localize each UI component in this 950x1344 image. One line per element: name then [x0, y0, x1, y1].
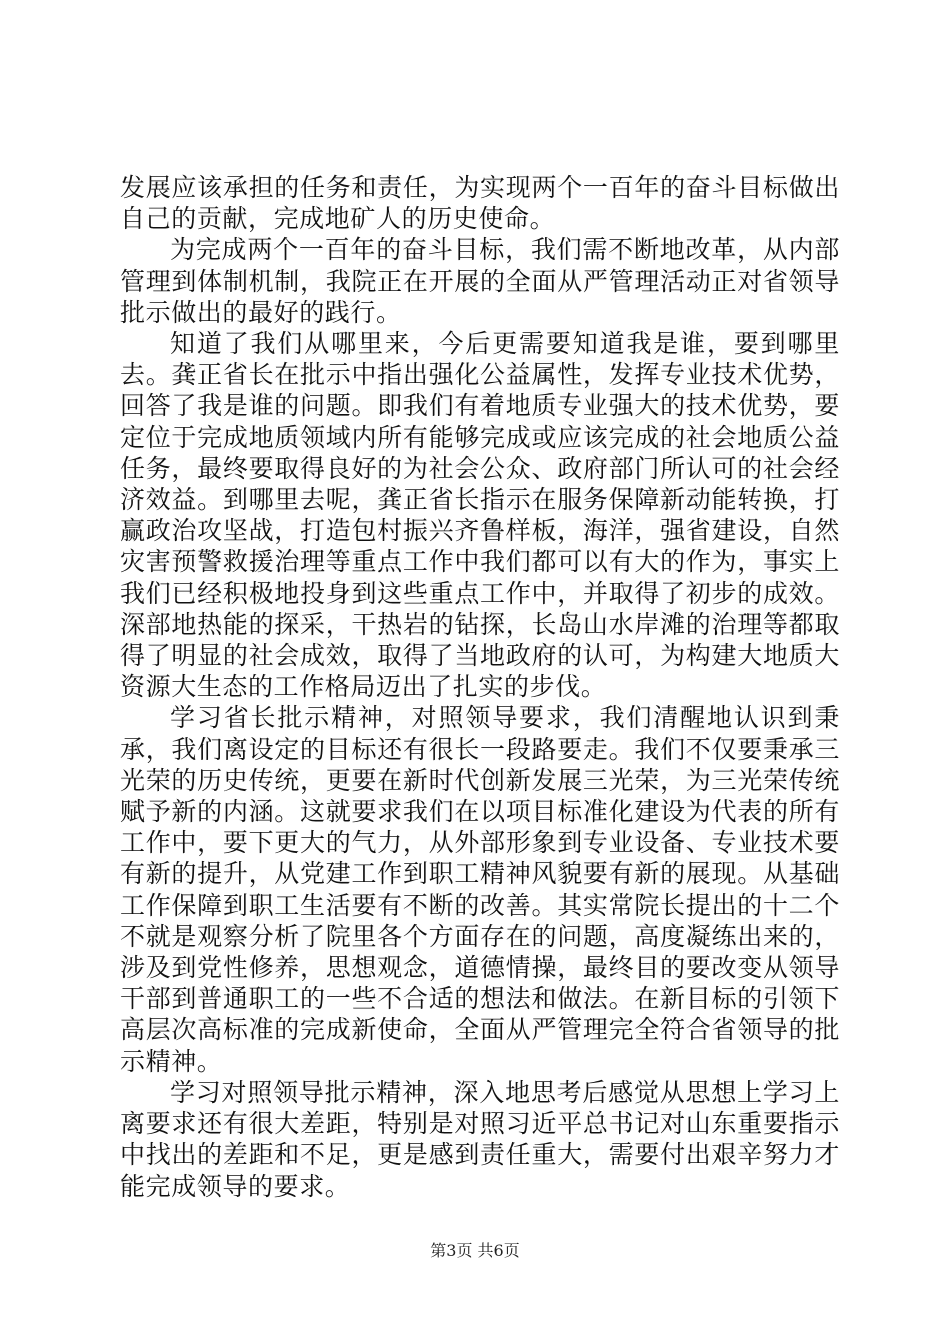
paragraph: 学习省长批示精神，对照领导要求，我们清醒地认识到秉承，我们离设定的目标还有很长一段路要走。我们不仅要秉承三光荣的历史传统，更要在新时代创新发展三光荣，为三光荣传统赋予新的内涵。这就要求我们在以项目标准化建设为代表的所有工作中，要下更大的气力，从外部形象到专业设备、专业技术要有新的提升，从党建工作到职工精神风貌要有新的展现。从基础工作保障到职工生活要有不断的改善。其实常院长提出的十二个不就是观察分析了院里各个方面存在的问题，高度凝练出来的，涉及到党性修养，思想观念，道德情操，最终目的要改变从领导干部到普通职工的一些不合适的想法和做法。在新目标的引领下高层次高标准的完成新使命，全面从严管理完全符合省领导的批示精神。 [120, 703, 840, 1076]
paragraph: 知道了我们从哪里来，今后更需要知道我是谁，要到哪里去。龚正省长在批示中指出强化公益属性，发挥专业技术优势，回答了我是谁的问题。即我们有着地质专业强大的技术优势，要定位于完成地质领域内所有能够完成或应该完成的社会地质公益任务，最终要取得良好的为社会公众、政府部门所认可的社会经济效益。到哪里去呢，龚正省长指示在服务保障新动能转换，打赢政治攻坚战，打造包村振兴齐鲁样板，海洋，强省建设，自然灾害预警救援治理等重点工作中我们都可以有大的作为，事实上我们已经积极地投身到这些重点工作中，并取得了初步的成效。深部地热能的探采，干热岩的钻探，长岛山水岸滩的治理等都取得了明显的社会成效，取得了当地政府的认可，为构建大地质大资源大生态的工作格局迈出了扎实的步伐。 [120, 329, 840, 702]
document-body [120, 172, 840, 1202]
paragraph: 学习对照领导批示精神，深入地思考后感觉从思想上学习上离要求还有很大差距，特别是对照习近平总书记对山东重要指示中找出的差距和不足，更是感到责任重大，需要付出艰辛努力才能完成领导的要求。 [120, 1077, 840, 1201]
paragraph-continued: 发展应该承担的任务和责任，为实现两个一百年的奋斗目标做出自己的贡献，完成地矿人的历史使命。 [120, 173, 840, 234]
page-number-footer: 第3页 共6页 [430, 1241, 520, 1260]
paragraph: 为完成两个一百年的奋斗目标，我们需不断地改革，从内部管理到体制机制，我院正在开展的全面从严管理活动正对省领导批示做出的最好的践行。 [120, 235, 840, 327]
